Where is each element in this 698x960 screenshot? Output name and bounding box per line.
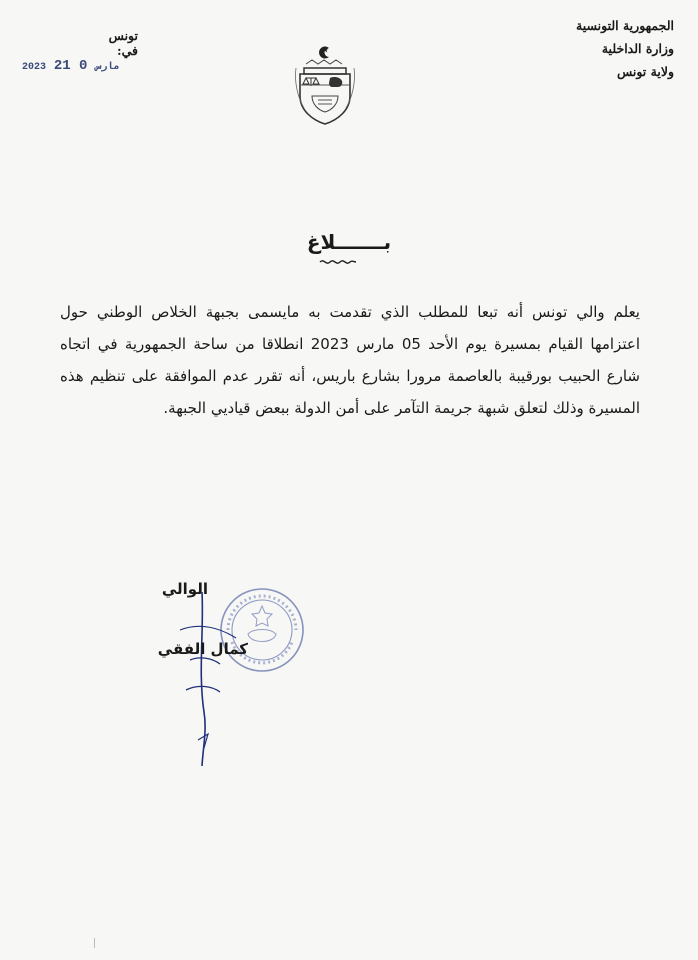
- signer-title: الوالي: [161, 580, 208, 598]
- authority-line-ministry: وزارة الداخلية: [601, 41, 674, 57]
- authority-line-governorate: ولاية تونس: [616, 64, 674, 80]
- handwritten-signature: [150, 590, 260, 770]
- place-label: تونس في:: [108, 28, 138, 58]
- date-stamp: [22, 58, 119, 74]
- title-ornament-icon: [318, 256, 358, 266]
- signer-name: كمال الفقي: [157, 640, 248, 658]
- tunisia-coat-of-arms-icon: [292, 38, 358, 128]
- issuing-authority-block: [484, 14, 674, 83]
- document-title: بـــــــلاغ: [306, 230, 392, 254]
- announcement-body: يعلم والي تونس أنه تبعا للمطلب الذي تقدمت به مايسمى بجبهة الخلاص الوطني حول اعتزامها القيام بمسيرة يوم الأحد 05 مارس 2023 انطلاقا من ساحة الجمهورية في اتجاه شارع الحبيب بورقيبة بالعاصمة مرورا بشارع باريس، أنه تقرر عدم الموافقة على تنظيم هذه المسيرة وذلك لتعلق شبهة جريمة التآمر على أمن الدولة ببعض قياديي الجبهة.: [60, 303, 640, 417]
- date-day: 0 21: [53, 58, 88, 74]
- scan-edge-mark: [94, 938, 99, 948]
- authority-line-republic: الجمهورية التونسية: [576, 18, 674, 33]
- date-month: مارس: [95, 62, 120, 73]
- date-year: 2023: [22, 62, 47, 73]
